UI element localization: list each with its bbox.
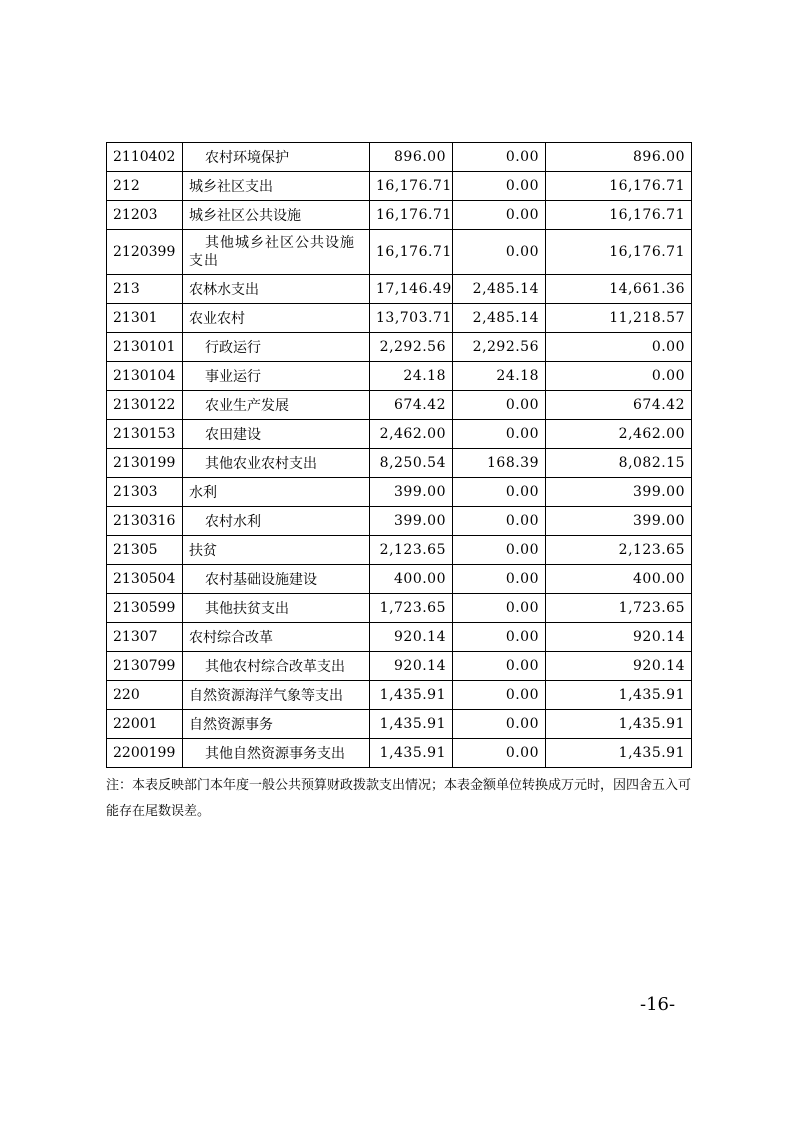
total-amount-cell: 17,146.49 — [370, 275, 453, 304]
project-expenditure-cell: 1,435.91 — [546, 710, 692, 739]
table-row — [107, 362, 692, 391]
table-row — [107, 536, 692, 565]
subject-name-cell: 农田建设 — [183, 420, 370, 449]
total-amount-cell: 2,292.56 — [370, 333, 453, 362]
project-expenditure-cell: 896.00 — [546, 143, 692, 172]
project-expenditure-cell: 400.00 — [546, 565, 692, 594]
table-row — [107, 594, 692, 623]
total-amount-cell: 16,176.71 — [370, 172, 453, 201]
table-row — [107, 230, 692, 275]
subject-code-cell: 2130122 — [107, 391, 183, 420]
subject-name-cell: 其他自然资源事务支出 — [183, 739, 370, 768]
basic-expenditure-cell: 2,485.14 — [453, 275, 546, 304]
project-expenditure-cell: 920.14 — [546, 652, 692, 681]
table-row — [107, 739, 692, 768]
basic-expenditure-cell: 0.00 — [453, 507, 546, 536]
subject-name-cell: 城乡社区公共设施 — [183, 201, 370, 230]
basic-expenditure-cell: 0.00 — [453, 391, 546, 420]
project-expenditure-cell: 2,123.65 — [546, 536, 692, 565]
subject-name-cell: 其他农村综合改革支出 — [183, 652, 370, 681]
basic-expenditure-cell: 0.00 — [453, 420, 546, 449]
table-row — [107, 201, 692, 230]
total-amount-cell: 1,723.65 — [370, 594, 453, 623]
subject-code-cell: 21307 — [107, 623, 183, 652]
subject-code-cell: 21203 — [107, 201, 183, 230]
subject-name-cell: 农林水支出 — [183, 275, 370, 304]
project-expenditure-cell: 399.00 — [546, 507, 692, 536]
basic-expenditure-cell: 2,292.56 — [453, 333, 546, 362]
project-expenditure-cell: 0.00 — [546, 333, 692, 362]
subject-code-cell: 2130101 — [107, 333, 183, 362]
project-expenditure-cell: 1,435.91 — [546, 681, 692, 710]
total-amount-cell: 674.42 — [370, 391, 453, 420]
project-expenditure-cell: 1,723.65 — [546, 594, 692, 623]
project-expenditure-cell: 16,176.71 — [546, 201, 692, 230]
project-expenditure-cell: 11,218.57 — [546, 304, 692, 333]
subject-name-cell: 农业农村 — [183, 304, 370, 333]
total-amount-cell: 920.14 — [370, 652, 453, 681]
total-amount-cell: 399.00 — [370, 507, 453, 536]
basic-expenditure-cell: 0.00 — [453, 739, 546, 768]
total-amount-cell: 1,435.91 — [370, 681, 453, 710]
subject-name-cell: 水利 — [183, 478, 370, 507]
basic-expenditure-cell: 0.00 — [453, 143, 546, 172]
project-expenditure-cell: 16,176.71 — [546, 172, 692, 201]
project-expenditure-cell: 8,082.15 — [546, 449, 692, 478]
project-expenditure-cell: 16,176.71 — [546, 230, 692, 275]
basic-expenditure-cell: 0.00 — [453, 536, 546, 565]
table-row — [107, 478, 692, 507]
table-row — [107, 304, 692, 333]
budget-table — [106, 142, 692, 768]
subject-name-cell: 其他扶贫支出 — [183, 594, 370, 623]
subject-code-cell: 213 — [107, 275, 183, 304]
basic-expenditure-cell: 0.00 — [453, 681, 546, 710]
total-amount-cell: 24.18 — [370, 362, 453, 391]
project-expenditure-cell: 1,435.91 — [546, 739, 692, 768]
total-amount-cell: 896.00 — [370, 143, 453, 172]
subject-name-cell: 城乡社区支出 — [183, 172, 370, 201]
total-amount-cell: 2,462.00 — [370, 420, 453, 449]
total-amount-cell: 16,176.71 — [370, 201, 453, 230]
project-expenditure-cell: 0.00 — [546, 362, 692, 391]
project-expenditure-cell: 399.00 — [546, 478, 692, 507]
basic-expenditure-cell: 0.00 — [453, 172, 546, 201]
subject-code-cell: 2130104 — [107, 362, 183, 391]
subject-name-cell: 农村水利 — [183, 507, 370, 536]
table-row — [107, 710, 692, 739]
budget-table-body — [107, 143, 692, 768]
basic-expenditure-cell: 0.00 — [453, 478, 546, 507]
subject-code-cell: 2130316 — [107, 507, 183, 536]
subject-code-cell: 21303 — [107, 478, 183, 507]
project-expenditure-cell: 920.14 — [546, 623, 692, 652]
basic-expenditure-cell: 0.00 — [453, 652, 546, 681]
subject-code-cell: 2110402 — [107, 143, 183, 172]
subject-name-cell: 农村环境保护 — [183, 143, 370, 172]
subject-code-cell: 2120399 — [107, 230, 183, 275]
subject-name-cell: 其他城乡社区公共设施支出 — [183, 230, 370, 275]
total-amount-cell: 13,703.71 — [370, 304, 453, 333]
basic-expenditure-cell: 24.18 — [453, 362, 546, 391]
table-row — [107, 391, 692, 420]
table-row — [107, 565, 692, 594]
basic-expenditure-cell: 0.00 — [453, 230, 546, 275]
subject-code-cell: 2200199 — [107, 739, 183, 768]
total-amount-cell: 16,176.71 — [370, 230, 453, 275]
project-expenditure-cell: 2,462.00 — [546, 420, 692, 449]
basic-expenditure-cell: 0.00 — [453, 594, 546, 623]
table-row — [107, 449, 692, 478]
basic-expenditure-cell: 0.00 — [453, 565, 546, 594]
table-row — [107, 172, 692, 201]
basic-expenditure-cell: 0.00 — [453, 710, 546, 739]
table-row — [107, 623, 692, 652]
page-number: -16- — [640, 994, 676, 1015]
subject-code-cell: 212 — [107, 172, 183, 201]
total-amount-cell: 399.00 — [370, 478, 453, 507]
subject-name-cell: 其他农业农村支出 — [183, 449, 370, 478]
total-amount-cell: 1,435.91 — [370, 739, 453, 768]
subject-code-cell: 2130504 — [107, 565, 183, 594]
subject-name-cell: 事业运行 — [183, 362, 370, 391]
project-expenditure-cell: 14,661.36 — [546, 275, 692, 304]
table-footnote: 注：本表反映部门本年度一般公共预算财政拨款支出情况；本表金额单位转换成万元时，因四舍五入可能存在尾数误差。 — [106, 778, 692, 819]
subject-name-cell: 农业生产发展 — [183, 391, 370, 420]
subject-code-cell: 21301 — [107, 304, 183, 333]
total-amount-cell: 8,250.54 — [370, 449, 453, 478]
subject-name-cell: 自然资源事务 — [183, 710, 370, 739]
table-row — [107, 681, 692, 710]
basic-expenditure-cell: 0.00 — [453, 201, 546, 230]
total-amount-cell: 2,123.65 — [370, 536, 453, 565]
table-row — [107, 333, 692, 362]
subject-code-cell: 22001 — [107, 710, 183, 739]
subject-name-cell: 农村综合改革 — [183, 623, 370, 652]
table-row — [107, 420, 692, 449]
project-expenditure-cell: 674.42 — [546, 391, 692, 420]
subject-code-cell: 220 — [107, 681, 183, 710]
basic-expenditure-cell: 168.39 — [453, 449, 546, 478]
subject-code-cell: 2130599 — [107, 594, 183, 623]
table-row — [107, 275, 692, 304]
subject-name-cell: 农村基础设施建设 — [183, 565, 370, 594]
subject-name-cell: 扶贫 — [183, 536, 370, 565]
subject-code-cell: 2130199 — [107, 449, 183, 478]
table-row — [107, 652, 692, 681]
subject-code-cell: 21305 — [107, 536, 183, 565]
basic-expenditure-cell: 0.00 — [453, 623, 546, 652]
table-row — [107, 507, 692, 536]
subject-name-cell: 行政运行 — [183, 333, 370, 362]
subject-code-cell: 2130799 — [107, 652, 183, 681]
subject-name-cell: 自然资源海洋气象等支出 — [183, 681, 370, 710]
table-row — [107, 143, 692, 172]
total-amount-cell: 1,435.91 — [370, 710, 453, 739]
total-amount-cell: 920.14 — [370, 623, 453, 652]
basic-expenditure-cell: 2,485.14 — [453, 304, 546, 333]
subject-code-cell: 2130153 — [107, 420, 183, 449]
total-amount-cell: 400.00 — [370, 565, 453, 594]
